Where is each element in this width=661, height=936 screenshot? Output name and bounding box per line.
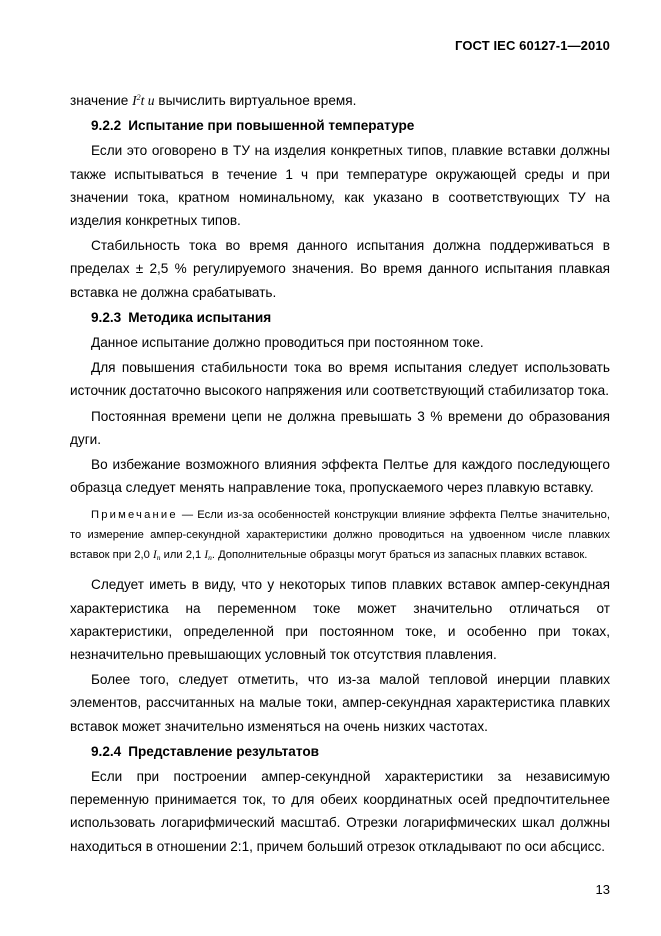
section-heading-9-2-4: [70, 740, 610, 763]
note-text: или 2,1: [160, 549, 205, 562]
paragraph: Более того, следует отметить, что из-за малой тепловой инерции плавких элементов, рассчитанных на малые токи, ампер-секундная характеристика плавких вставок может значительно изменяться на очень низких частотах.: [70, 672, 610, 734]
paragraph: Стабильность тока во время данного испытания должна поддерживаться в пределах ± 2,5 % регулируемого значения. Во время данного испытания плавкая вставка не должна срабатывать.: [70, 238, 610, 300]
page-number: 13: [595, 882, 610, 897]
document-code-header: ГОСТ IEC 60127-1—2010: [455, 38, 610, 53]
paragraph-text: вычислить виртуальное время.: [154, 93, 357, 108]
paragraph: Следует иметь в виду, что у некоторых типов плавких вставок ампер-секундная характеристика на переменном токе может значительно отличаться от характеристики, определенной при постоянном токе, и особенно при токах, незначительно превышающих условный ток отсутствия плавления.: [70, 577, 610, 663]
symbol-in: $I_n$: [152, 549, 161, 563]
page-content: [70, 89, 610, 860]
section-number: 9.2.2: [91, 118, 122, 134]
section-heading-9-2-2: [70, 114, 610, 137]
symbol-in: $I_n$: [204, 549, 212, 563]
paragraph: Если при построении ампер-секундной характеристики за независимую переменную принимается ток, то для обеих координатных осей предпочтительнее использовать логарифмический масштаб. Отрезки логарифмических шкал должны находиться в отношении 2:1, причем больший отрезок откладывают по оси абсцисс.: [70, 769, 610, 854]
section-number: 9.2.4: [91, 743, 122, 759]
formula-i2t: $I^2t$ и: [132, 93, 155, 108]
paragraph-text: значение: [70, 93, 133, 108]
note-text: — Если из-за особенностей конструкции влияние эффекта Пелтье значительно, то измерение ампер-секундной характеристики должно проводиться на удвоенном числе плавких вставок при 2,0: [70, 509, 610, 562]
note-label: Примечание: [91, 509, 178, 522]
paragraph-virtual-time: [70, 89, 610, 112]
paragraph: Во избежание возможного влияния эффекта Пелтье для каждого последующего образца следует менять направление тока, пропускаемого через плавкую вставку.: [70, 457, 610, 496]
section-heading-9-2-3: [70, 306, 610, 329]
section-title: Представление результатов: [128, 743, 320, 759]
paragraph: Для повышения стабильности тока во время испытания следует использовать источник достаточно высокого напряжения или соответствующий стабилизатор тока.: [70, 360, 610, 399]
section-title: Испытание при повышенной температуре: [128, 118, 415, 134]
paragraph: Постоянная времени цепи не должна превышать 3 % времени до образования дуги.: [70, 408, 610, 447]
note-text: . Дополнительные образцы могут браться из запасных плавких вставок.: [211, 549, 588, 562]
section-title: Методика испытания: [128, 309, 272, 325]
note-block: [70, 505, 610, 565]
paragraph: Данное испытание должно проводиться при постоянном токе.: [91, 335, 484, 351]
paragraph: Если это оговорено в ТУ на изделия конкретных типов, плавкие вставки должны также испытываться в течение 1 ч при температуре окружающей среды и при значении тока, кратном номинальному, как указано в соответствующих ТУ на изделия конкретных типов.: [70, 143, 610, 229]
section-number: 9.2.3: [91, 309, 122, 325]
